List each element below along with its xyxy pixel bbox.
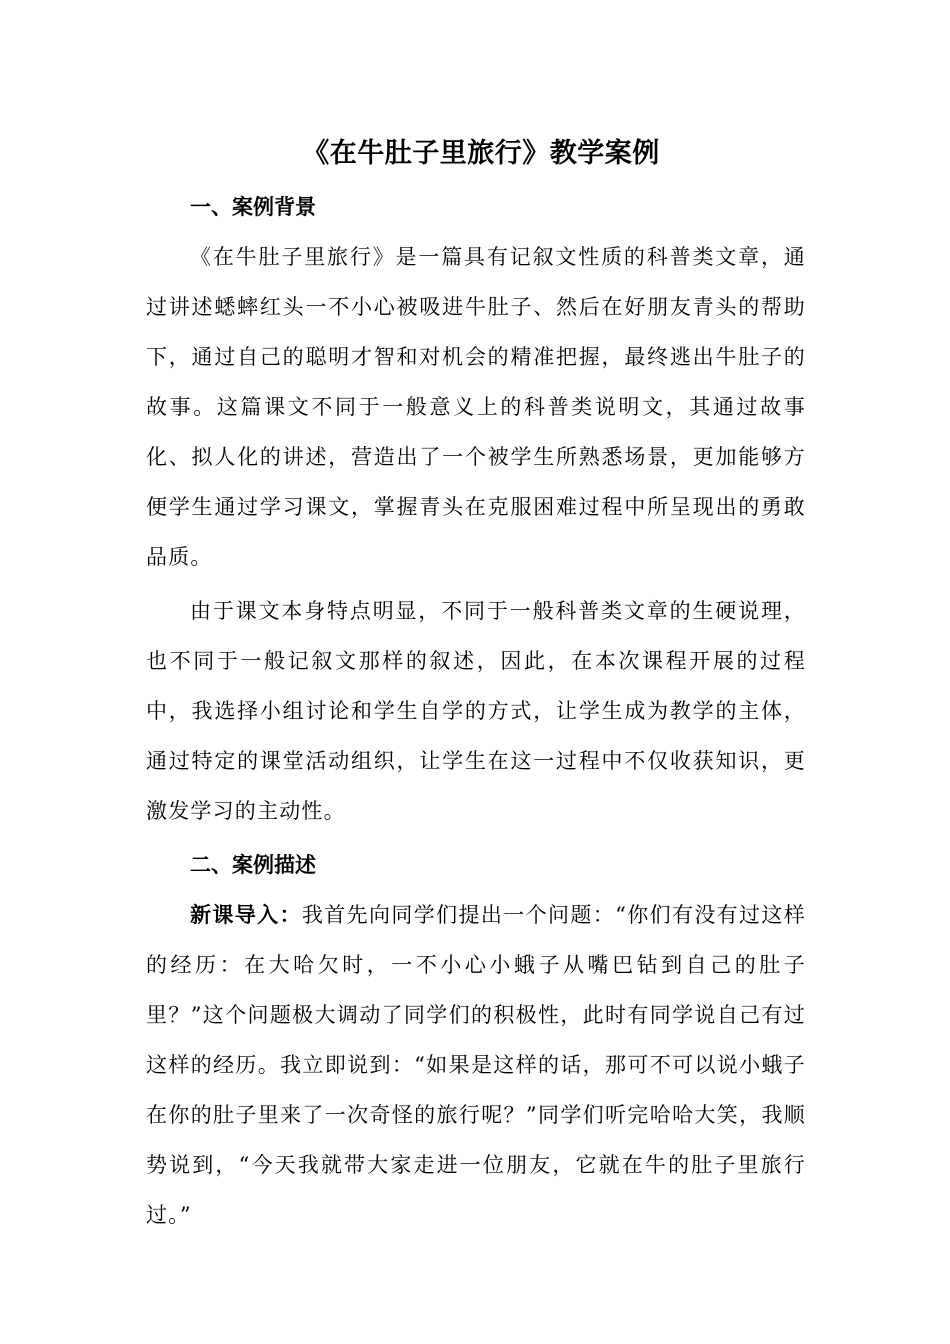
section-heading-background: 一、案例背景 xyxy=(190,194,316,219)
paragraph-background-2: 由于课文本身特点明显，不同于一般科普类文章的生硬说理，也不同于一般记叙文那样的叙述，因此，在本次课程开展的过程中，我选择小组讨论和学生自学的方式，让学生成为教学的主体，通过特定的课堂活动组织，让学生在这一过程中不仅收获知识，更激发学习的主动性。 xyxy=(146,599,806,823)
document-page xyxy=(146,126,806,1240)
lesson-intro-body: 我首先向同学们提出一个问题：“你们有没有过这样的经历：在大哈欠时，一不小心小蛾子从嘴巴钻到自己的肚子里？”这个问题极大调动了同学们的积极性，此时有同学说自己有过这样的经历。我立即说到：“如果是这样的话，那可不可以说小蛾子在你的肚子里来了一次奇怪的旅行呢？”同学们听完哈哈大笑，我顺势说到，“今天我就带大家走进一位朋友，它就在牛的肚子里旅行过。” xyxy=(146,903,807,1227)
section-heading-description: 二、案例描述 xyxy=(190,852,316,877)
paragraph-lesson-intro xyxy=(146,890,806,1240)
paragraph-background-1: 《在牛肚子里旅行》是一篇具有记叙文性质的科普类文章，通过讲述蟋蟀红头一不小心被吸进牛肚子、然后在好朋友青头的帮助下，通过自己的聪明才智和对机会的精准把握，最终逃出牛肚子的故事。这篇课文不同于一般意义上的科普类说明文，其通过故事化、拟人化的讲述，营造出了一个被学生所熟悉场景，更加能够方便学生通过学习课文，掌握青头在克服困难过程中所呈现出的勇敢品质。 xyxy=(146,245,806,569)
lesson-intro-label: 新课导入： xyxy=(190,902,302,927)
document-title: 《在牛肚子里旅行》教学案例 xyxy=(302,138,660,169)
